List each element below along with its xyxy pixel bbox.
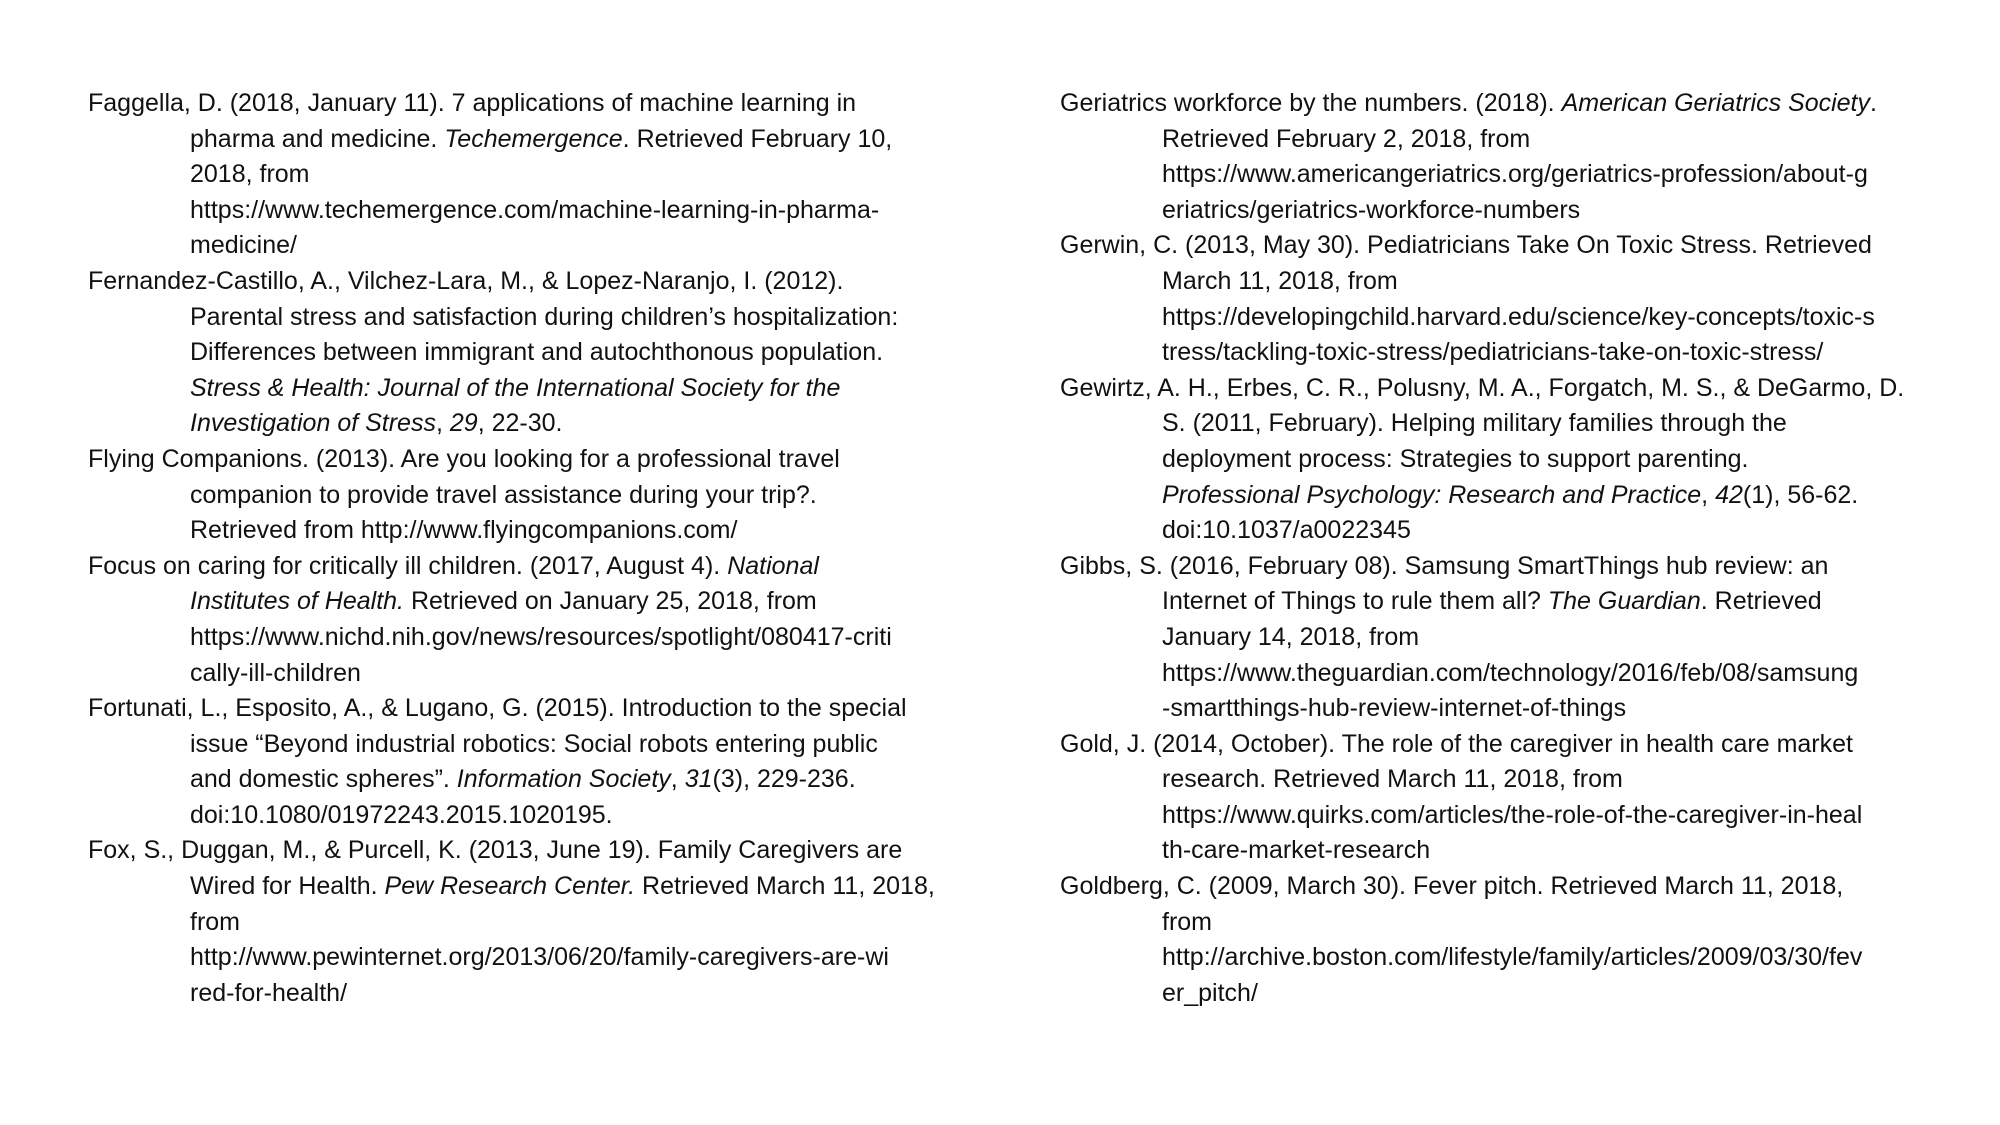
reference-text: (3), 229-236. doi:10.1080/01972243.2015.1020195.: [190, 765, 856, 829]
reference-text: Retrieved March 11, 2018, from http://www.pewinternet.org/2013/06/20/family-caregivers-are-wi red-for-health/: [190, 872, 935, 1007]
reference-text: Gibbs, S. (2016, February 08). Samsung SmartThings hub review: an Internet of Things to rule them all?: [1060, 551, 1829, 616]
reference-text: Fernandez-Castillo, A., Vilchez-Lara, M., & Lopez-Naranjo, I. (2012). Parental stress and satisfaction during children’s hospitalization: Differences between immigrant and autochthonous population.: [88, 266, 899, 367]
reference-italic-text: National Institutes of Health.: [190, 551, 819, 616]
reference-italic-text: Pew Research Center.: [384, 872, 636, 901]
references-column-right: [1060, 86, 1940, 1011]
reference-text: Fox, S., Duggan, M., & Purcell, K. (2013, June 19). Family Caregivers are Wired for Health.: [88, 836, 903, 901]
reference-entry: [88, 442, 958, 549]
reference-text: Gold, J. (2014, October). The role of the caregiver in health care market research. Retrieved March 11, 2018, from https://www.quirks.com/articles/the-role-of-the-caregiver-in-heal th-care-market-research: [1060, 729, 1863, 865]
reference-text: ,: [670, 765, 685, 794]
reference-text: . Retrieved February 10, 2018, from https://www.techemergence.com/machine-learning-in-pharma- medicine/: [190, 124, 893, 260]
reference-text: ,: [435, 409, 450, 438]
reference-entry: [1060, 549, 1940, 727]
references-column-left: [88, 86, 958, 1011]
reference-entry: [1060, 371, 1940, 549]
reference-italic-text: 31: [684, 765, 713, 794]
reference-text: Retrieved on January 25, 2018, from https://www.nichd.nih.gov/news/resources/spotlight/080417-criti cally-ill-children: [190, 587, 892, 687]
reference-text: Focus on caring for critically ill children. (2017, August 4).: [88, 551, 728, 580]
reference-entry: [1060, 727, 1940, 869]
reference-text: Goldberg, C. (2009, March 30). Fever pitch. Retrieved March 11, 2018, from http://archive.boston.com/lifestyle/family/articles/2009/03/30/fev er_pitch/: [1060, 872, 1863, 1007]
reference-italic-text: Stress & Health: Journal of the International Society for the Investigation of Stress: [190, 373, 841, 438]
reference-text: , 22-30.: [477, 409, 563, 438]
reference-text: Fortunati, L., Esposito, A., & Lugano, G. (2015). Introduction to the special issue “Beyond industrial robotics: Social robots entering public and domestic spheres”.: [88, 694, 907, 794]
reference-text: Flying Companions. (2013). Are you looking for a professional travel companion to provide travel assistance during your trip?. Retrieved from http://www.flyingcompanions.com/: [88, 444, 840, 545]
reference-entry: [1060, 228, 1940, 370]
reference-entry: [88, 86, 958, 264]
reference-italic-text: The Guardian: [1547, 587, 1701, 616]
reference-text: ,: [1701, 480, 1716, 509]
reference-entry: [88, 691, 958, 833]
reference-italic-text: Techemergence: [444, 124, 623, 153]
reference-text: . Retrieved February 2, 2018, from https://www.americangeriatrics.org/geriatrics-profession/about-g eriatrics/geriatrics-workforce-numbers: [1162, 89, 1877, 224]
reference-text: (1), 56-62. doi:10.1037/a0022345: [1162, 480, 1859, 545]
reference-text: Geriatrics workforce by the numbers. (2018).: [1060, 89, 1562, 117]
reference-italic-text: Professional Psychology: Research and Practice: [1162, 480, 1702, 509]
reference-entry: [1060, 869, 1940, 1011]
reference-italic-text: 29: [449, 409, 478, 438]
reference-italic-text: American Geriatrics Society: [1561, 89, 1871, 117]
reference-entry: [88, 264, 958, 442]
reference-entry: [88, 833, 958, 1011]
reference-text: . Retrieved January 14, 2018, from https://www.theguardian.com/technology/2016/feb/08/samsung -smartthings-hub-review-internet-of-things: [1162, 587, 1859, 723]
reference-entry: [1060, 86, 1940, 228]
reference-entry: [88, 549, 958, 691]
reference-text: Faggella, D. (2018, January 11). 7 applications of machine learning in pharma and medicine.: [88, 89, 857, 153]
reference-text: Gewirtz, A. H., Erbes, C. R., Polusny, M. A., Forgatch, M. S., & DeGarmo, D. S. (2011, February). Helping military families through the deployment process: Strategies to support parenting.: [1060, 373, 1905, 473]
reference-italic-text: Information Society: [456, 765, 671, 794]
reference-italic-text: 42: [1715, 480, 1743, 509]
reference-text: Gerwin, C. (2013, May 30). Pediatricians Take On Toxic Stress. Retrieved March 11, 2018, from https://developingchild.harvard.edu/science/key-concepts/toxic-s tress/tackling-toxic-stress/pediatricians-take-on-toxic-stress/: [1060, 231, 1875, 367]
